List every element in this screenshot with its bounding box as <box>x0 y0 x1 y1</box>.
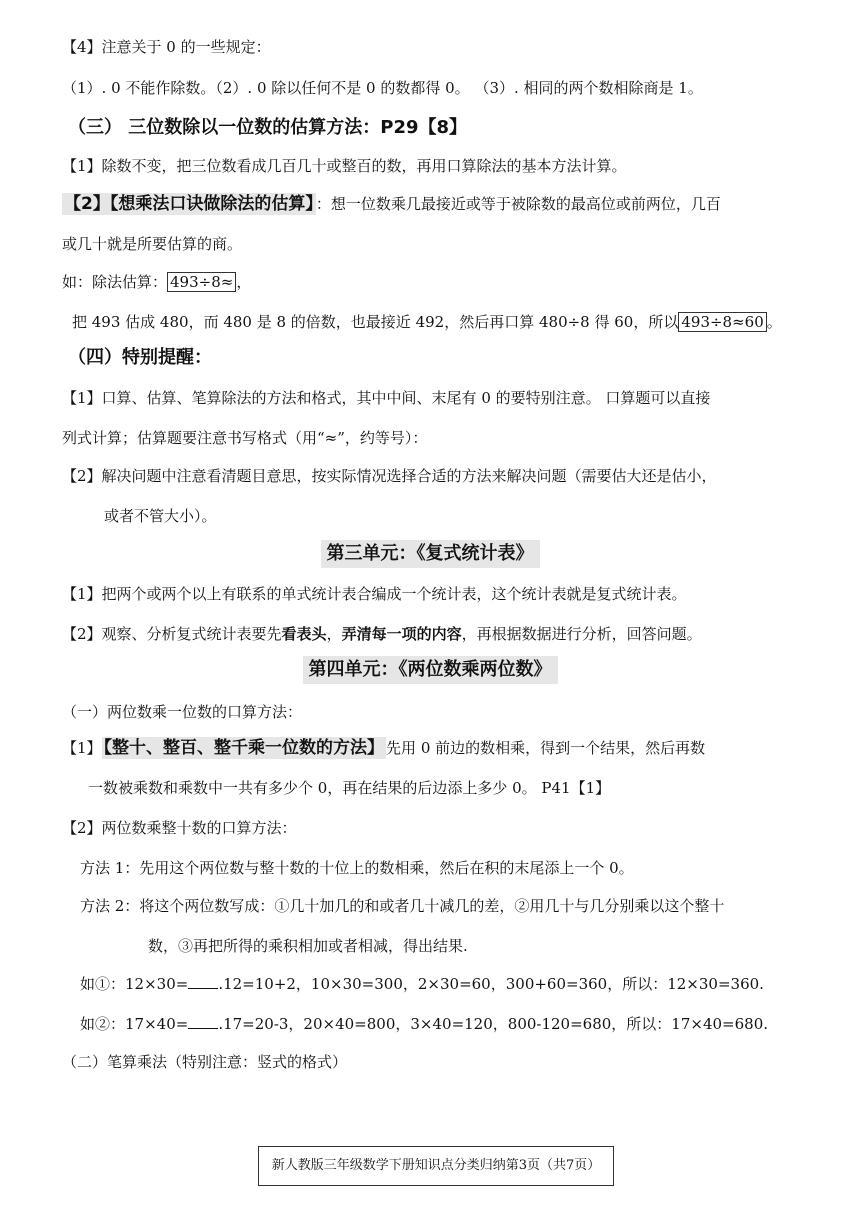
example-1 <box>80 974 764 994</box>
example-suffix: ， <box>236 273 252 291</box>
item-text: 先用 0 前边的数相乘，得到一个结果，然后再数 <box>386 739 706 757</box>
example-prefix: 如：除法估算： <box>62 273 168 291</box>
unit-4-item-2: 【2】两位数乘整十数的口算方法： <box>62 819 297 837</box>
example-work: .17=20-3，20×40=800，3×40=120，800-120=680，所以：17×40=680. <box>218 1015 769 1033</box>
section-3-item-1: 【1】除数不变，把三位数看成几百几十或整百的数，再用口算除法的基本方法计算。 <box>62 157 627 175</box>
example-2 <box>80 1014 768 1034</box>
answer-blank <box>188 1014 218 1029</box>
estimate-example <box>62 272 251 292</box>
example-expression: 如②：17×40= <box>80 1015 189 1033</box>
boxed-result: 493÷8≈60 <box>678 312 766 332</box>
zero-rules-title: 【4】注意关于 0 的一些规定： <box>62 38 271 56</box>
section-4-item-2-cont: 或者不管大小）。 <box>104 507 217 525</box>
zero-rules-items: （1）. 0 不能作除数。（2）. 0 除以任何不是 0 的数都得 0。 （3）. 相同的两个数相除商是 1。 <box>62 79 703 97</box>
unit-4-item-1 <box>62 738 705 758</box>
highlight-label: 【2】【想乘法口诀做除法的估算】 <box>64 194 314 214</box>
unit-4-item-1-cont: 一数被乘数和乘数中一共有多少个 0，再在结果的后边添上多少 0。 P41【1】 <box>88 779 611 797</box>
method-2: 方法 2：将这个两位数写成：①几十加几的和或者几十减几的差，②用几十与几分别乘以这个整十 <box>80 897 725 915</box>
method-2-cont: 数，③再把所得的乘积相加或者相减，得出结果. <box>148 937 468 955</box>
page-footer: 新人教版三年级数学下册知识点分类归纳第3页（共7页） <box>258 1146 614 1186</box>
example-work: .12=10+2，10×30=300，2×30=60，300+60=360，所以：12×30=360. <box>218 975 764 993</box>
highlight-label: 【整十、整百、整千乘一位数的方法】 <box>103 738 385 758</box>
text-part: ， <box>326 625 342 643</box>
unit-3-title <box>0 540 860 568</box>
method-1: 方法 1：先用这个两位数与整十数的十位上的数相乘，然后在积的末尾添上一个 0。 <box>80 859 634 877</box>
answer-blank <box>188 974 218 989</box>
explanation-end: 。 <box>766 313 782 331</box>
estimate-explanation <box>72 312 782 332</box>
unit-3-title-text: 第三单元：《复式统计表》 <box>321 540 540 568</box>
unit-4-title-text: 第四单元：《两位数乘两位数》 <box>303 656 558 684</box>
item-number: 【1】 <box>62 739 102 757</box>
unit-4-title <box>0 656 860 684</box>
section-3-item-2 <box>62 194 721 214</box>
section-4-item-1-cont: 列式计算；估算题要注意书写格式（用“≈”，约等号）： <box>62 429 428 447</box>
example-expression: 如①：12×30= <box>80 975 189 993</box>
text-part: 【2】观察、分析复式统计表要先 <box>62 625 282 643</box>
unit-4-subheading-1: （一）两位数乘一位数的口算方法： <box>62 703 303 721</box>
unit-4-subheading-2: （二）笔算乘法（特别注意：竖式的格式） <box>62 1053 348 1071</box>
unit-3-item-1: 【1】把两个或两个以上有联系的单式统计表合编成一个统计表，这个统计表就是复式统计表。 <box>62 585 687 603</box>
unit-3-item-2 <box>62 624 702 644</box>
text-part: ，再根据数据进行分析，回答问题。 <box>461 625 702 643</box>
section-3-item-2-cont: 或几十就是所要估算的商。 <box>62 235 243 253</box>
section-4-heading: （四）特别提醒： <box>68 347 212 368</box>
bold-text: 看表头 <box>281 625 327 643</box>
bold-text: 弄清每一项的内容 <box>341 625 462 643</box>
item-text: ：想一位数乘几最接近或等于被除数的最高位或前两位，几百 <box>315 195 721 213</box>
section-4-item-1: 【1】口算、估算、笔算除法的方法和格式，其中中间、末尾有 0 的要特别注意。 口算题可以直接 <box>62 389 711 407</box>
explanation-text: 把 493 估成 480，而 480 是 8 的倍数，也最接近 492，然后再口算 480÷8 得 60，所以 <box>72 313 679 331</box>
section-3-heading: （三） 三位数除以一位数的估算方法：P29【8】 <box>68 117 468 138</box>
boxed-expression: 493÷8≈ <box>167 272 236 292</box>
section-4-item-2: 【2】解决问题中注意看清题目意思，按实际情况选择合适的方法来解决问题（需要估大还是估小， <box>62 467 717 485</box>
